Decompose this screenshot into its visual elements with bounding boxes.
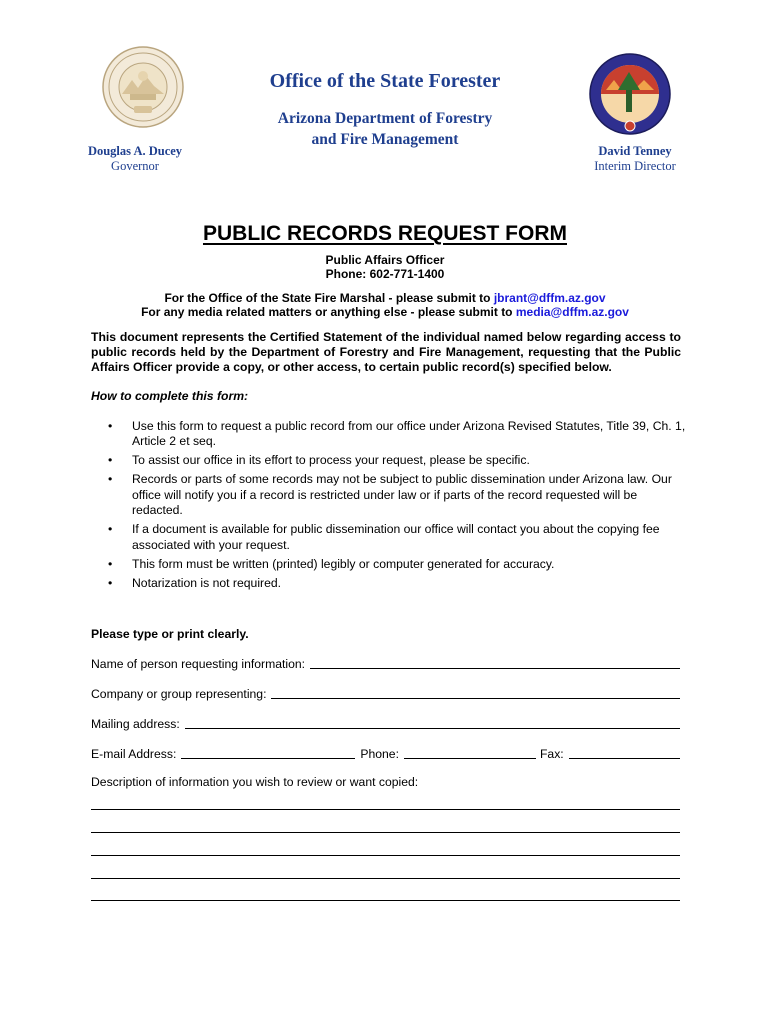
description-line-5[interactable] bbox=[91, 900, 680, 901]
fire-marshal-email-link[interactable]: jbrant@dffm.az.gov bbox=[493, 291, 606, 305]
fire-marshal-line bbox=[0, 291, 770, 305]
director-title: Interim Director bbox=[594, 159, 676, 173]
company-field[interactable] bbox=[271, 686, 680, 699]
description-line-3[interactable] bbox=[91, 855, 680, 856]
bullet-icon: • bbox=[108, 453, 113, 468]
print-clearly-note: Please type or print clearly. bbox=[91, 627, 249, 641]
phone-field[interactable] bbox=[404, 746, 536, 759]
fire-marshal-text: For the Office of the State Fire Marshal - please submit to bbox=[164, 291, 494, 305]
contact-info-row bbox=[91, 746, 680, 761]
department-name-line2: and Fire Management bbox=[311, 131, 459, 148]
requester-name-field[interactable] bbox=[310, 656, 680, 669]
department-name-line1: Arizona Department of Forestry bbox=[277, 110, 493, 127]
how-to-heading: How to complete this form: bbox=[91, 389, 249, 403]
office-title: Office of the State Forester bbox=[269, 70, 501, 92]
email-label: E-mail Address: bbox=[91, 747, 177, 761]
contact-line1: Public Affairs Officer bbox=[325, 253, 445, 267]
description-label: Description of information you wish to review or want copied: bbox=[91, 775, 419, 789]
contact-line2: Phone: 602-771-1400 bbox=[325, 267, 445, 281]
media-email-link[interactable]: media@dffm.az.gov bbox=[515, 305, 629, 319]
form-title: PUBLIC RECORDS REQUEST FORM bbox=[202, 222, 567, 245]
bullet-icon: • bbox=[108, 556, 113, 571]
bullet-icon: • bbox=[108, 472, 113, 487]
media-line bbox=[0, 305, 770, 319]
description-line-2[interactable] bbox=[91, 832, 680, 833]
company-label: Company or group representing: bbox=[91, 687, 267, 701]
list-item: • To assist our office in its effort to process your request, please be specific. bbox=[108, 453, 530, 468]
intro-statement: This document represents the Certified Statement of the individual named below regarding access to public records held by the Department of Forestry and Fire Management, requesting that the Public Affairs Officer provide a copy, or other access, to certain public record(s) specified below. bbox=[91, 330, 681, 375]
mailing-address-row bbox=[91, 716, 680, 731]
mailing-address-field[interactable] bbox=[185, 716, 680, 729]
governor-name: Douglas A. Ducey bbox=[87, 144, 183, 158]
list-item: • If a document is available for public dissemination our office will contact you about the copying fee associated with your request. bbox=[108, 522, 660, 552]
instructions-list bbox=[91, 419, 691, 595]
director-name: David Tenney bbox=[598, 144, 672, 158]
bullet-icon: • bbox=[108, 419, 113, 433]
list-item: • Notarization is not required. bbox=[108, 575, 282, 590]
governor-title: Governor bbox=[111, 159, 159, 173]
mailing-address-label: Mailing address: bbox=[91, 717, 180, 731]
bullet-icon: • bbox=[108, 575, 113, 590]
list-item: • This form must be written (printed) legibly or computer generated for accuracy. bbox=[108, 556, 555, 571]
bullet-icon: • bbox=[108, 522, 113, 537]
phone-label: Phone: bbox=[360, 747, 399, 761]
fax-field[interactable] bbox=[569, 746, 680, 759]
fax-label: Fax: bbox=[539, 747, 564, 761]
list-item: • Records or parts of some records may not be subject to public dissemination under Arizona law. Our office will notify you if a record is restricted under law or if parts of the record requested will be redacted. bbox=[108, 472, 672, 518]
requester-name-label: Name of person requesting information: bbox=[91, 657, 306, 671]
description-line-4[interactable] bbox=[91, 878, 680, 879]
requester-name-row bbox=[91, 656, 680, 671]
list-item: • Use this form to request a public record from our office under Arizona Revised Statutes, Title 39, Ch. 1, Article 2 et seq. bbox=[108, 419, 686, 449]
media-text: For any media related matters or anything else - please submit to bbox=[141, 305, 516, 319]
company-row bbox=[91, 686, 680, 701]
email-field[interactable] bbox=[181, 746, 355, 759]
description-line-1[interactable] bbox=[91, 809, 680, 810]
